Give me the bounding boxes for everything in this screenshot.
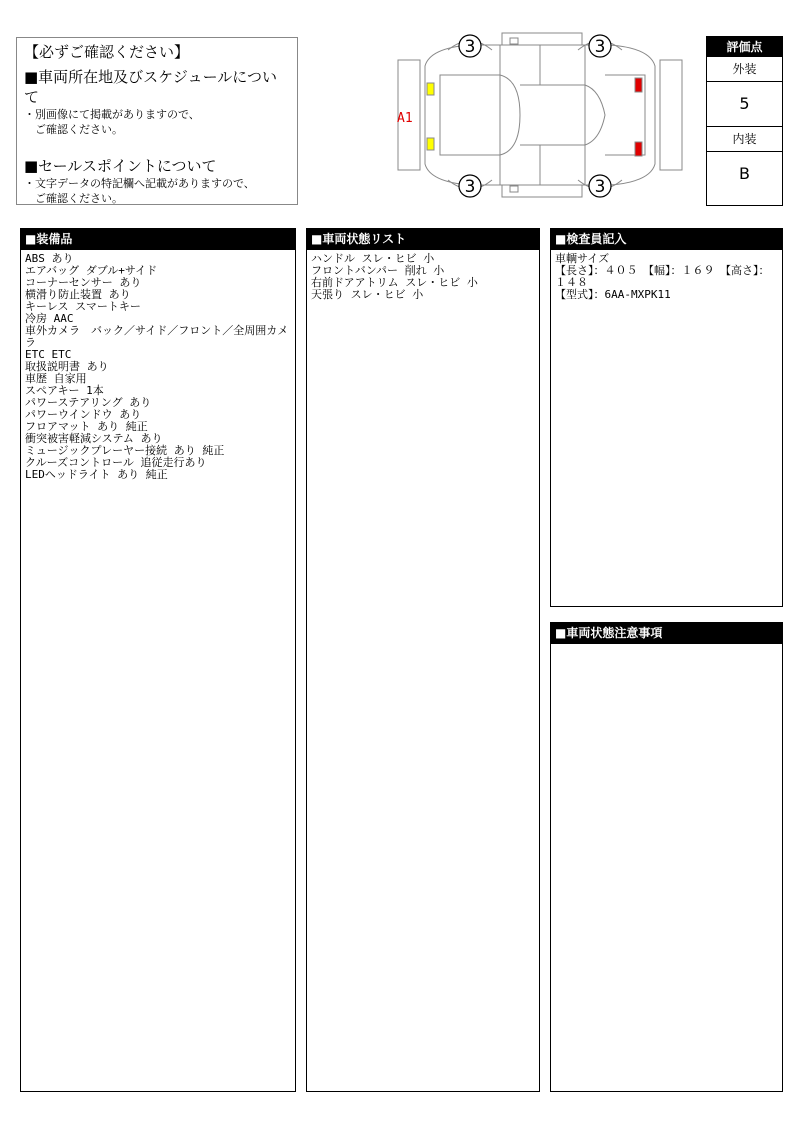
list-item: キーレス スマートキー [25,300,141,313]
section1-line1: ・別画像にて掲載がありますので、 [24,108,200,121]
list-item: クルーズコントロール 追従走行あり [25,456,207,469]
list-item: スペアキー 1本 [25,384,104,397]
condition-panel [306,228,540,1092]
tyre-mark-label: 3 [594,37,606,57]
exterior-value: 5 [707,82,782,127]
rear-right-light-marker [635,142,642,156]
list-item: コーナーセンサー あり [25,276,142,289]
list-item: LEDヘッドライト あり 純正 [25,468,168,481]
interior-label: 内装 [707,127,782,152]
list-item: 横滑り防止装置 あり [25,288,131,301]
notes-header: ■車両状態注意事項 [551,623,782,644]
inspector-header: ■検査員記入 [551,229,782,250]
list-item: フロアマット あり 純正 [25,420,148,433]
front-left-light-marker [427,83,434,95]
front-right-light-marker [427,138,434,150]
rear-left-light-marker [635,78,642,92]
notes-panel [550,622,783,1092]
notice-title: 【必ずご確認ください】 [24,43,190,61]
exterior-label: 外装 [707,57,782,82]
tyre-mark-label: 3 [594,177,606,197]
score-header: 評価点 [707,37,782,57]
equipment-list [21,250,295,484]
car-damage-diagram [390,30,690,200]
list-item: 車歴 自家用 [25,372,87,385]
condition-header: ■車両状態リスト [307,229,539,250]
section2-heading: ■セールスポイントについて [24,157,217,175]
tyre-mark-label: 3 [464,177,476,197]
section2-line2: ご確認ください。 [24,192,123,205]
inspector-panel [550,228,783,607]
list-item: 天張り スレ・ヒビ 小 [311,288,424,301]
inspector-body: 車輌サイズ 【長さ】：４０５ 【幅】：１６９ 【高さ】：１４８ 【型式】：6AA-MXPK11 [555,252,770,301]
list-item: フロントバンパー 削れ 小 [311,264,445,277]
list-item: 車外カメラ バック／サイド／フロント／全周囲カメラ [25,324,289,349]
section1-line2: ご確認ください。 [24,123,123,136]
list-item: ミュージックプレーヤー接続 あり 純正 [25,444,225,457]
list-item: ABS あり [25,252,74,265]
score-box [706,36,783,206]
list-item: 取扱説明書 あり [25,360,109,373]
section1-heading: ■車両所在地及びスケジュールについて [24,68,277,106]
list-item: 衝突被害軽減システム あり [25,432,163,445]
interior-value: B [739,164,750,183]
equipment-panel [20,228,296,1092]
damage-label: A1 [397,111,413,126]
tyre-mark-label: 3 [464,37,476,57]
equipment-header: ■装備品 [21,229,295,250]
section2-line1: ・文字データの特記欄へ記載がありますので、 [24,177,255,190]
list-item: ハンドル スレ・ヒビ 小 [311,252,435,265]
list-item: パワーステアリング あり [25,396,152,409]
list-item: ETC ETC [25,348,72,361]
list-item: 冷房 AAC [25,312,74,325]
notice-box [16,37,298,205]
list-item: 右前ドアアトリム スレ・ヒビ 小 [311,276,478,289]
list-item: パワーウインドウ あり [25,408,142,421]
list-item: エアバッグ ダブル+サイド [25,264,158,277]
notes-body [551,644,782,650]
condition-list [307,250,539,304]
